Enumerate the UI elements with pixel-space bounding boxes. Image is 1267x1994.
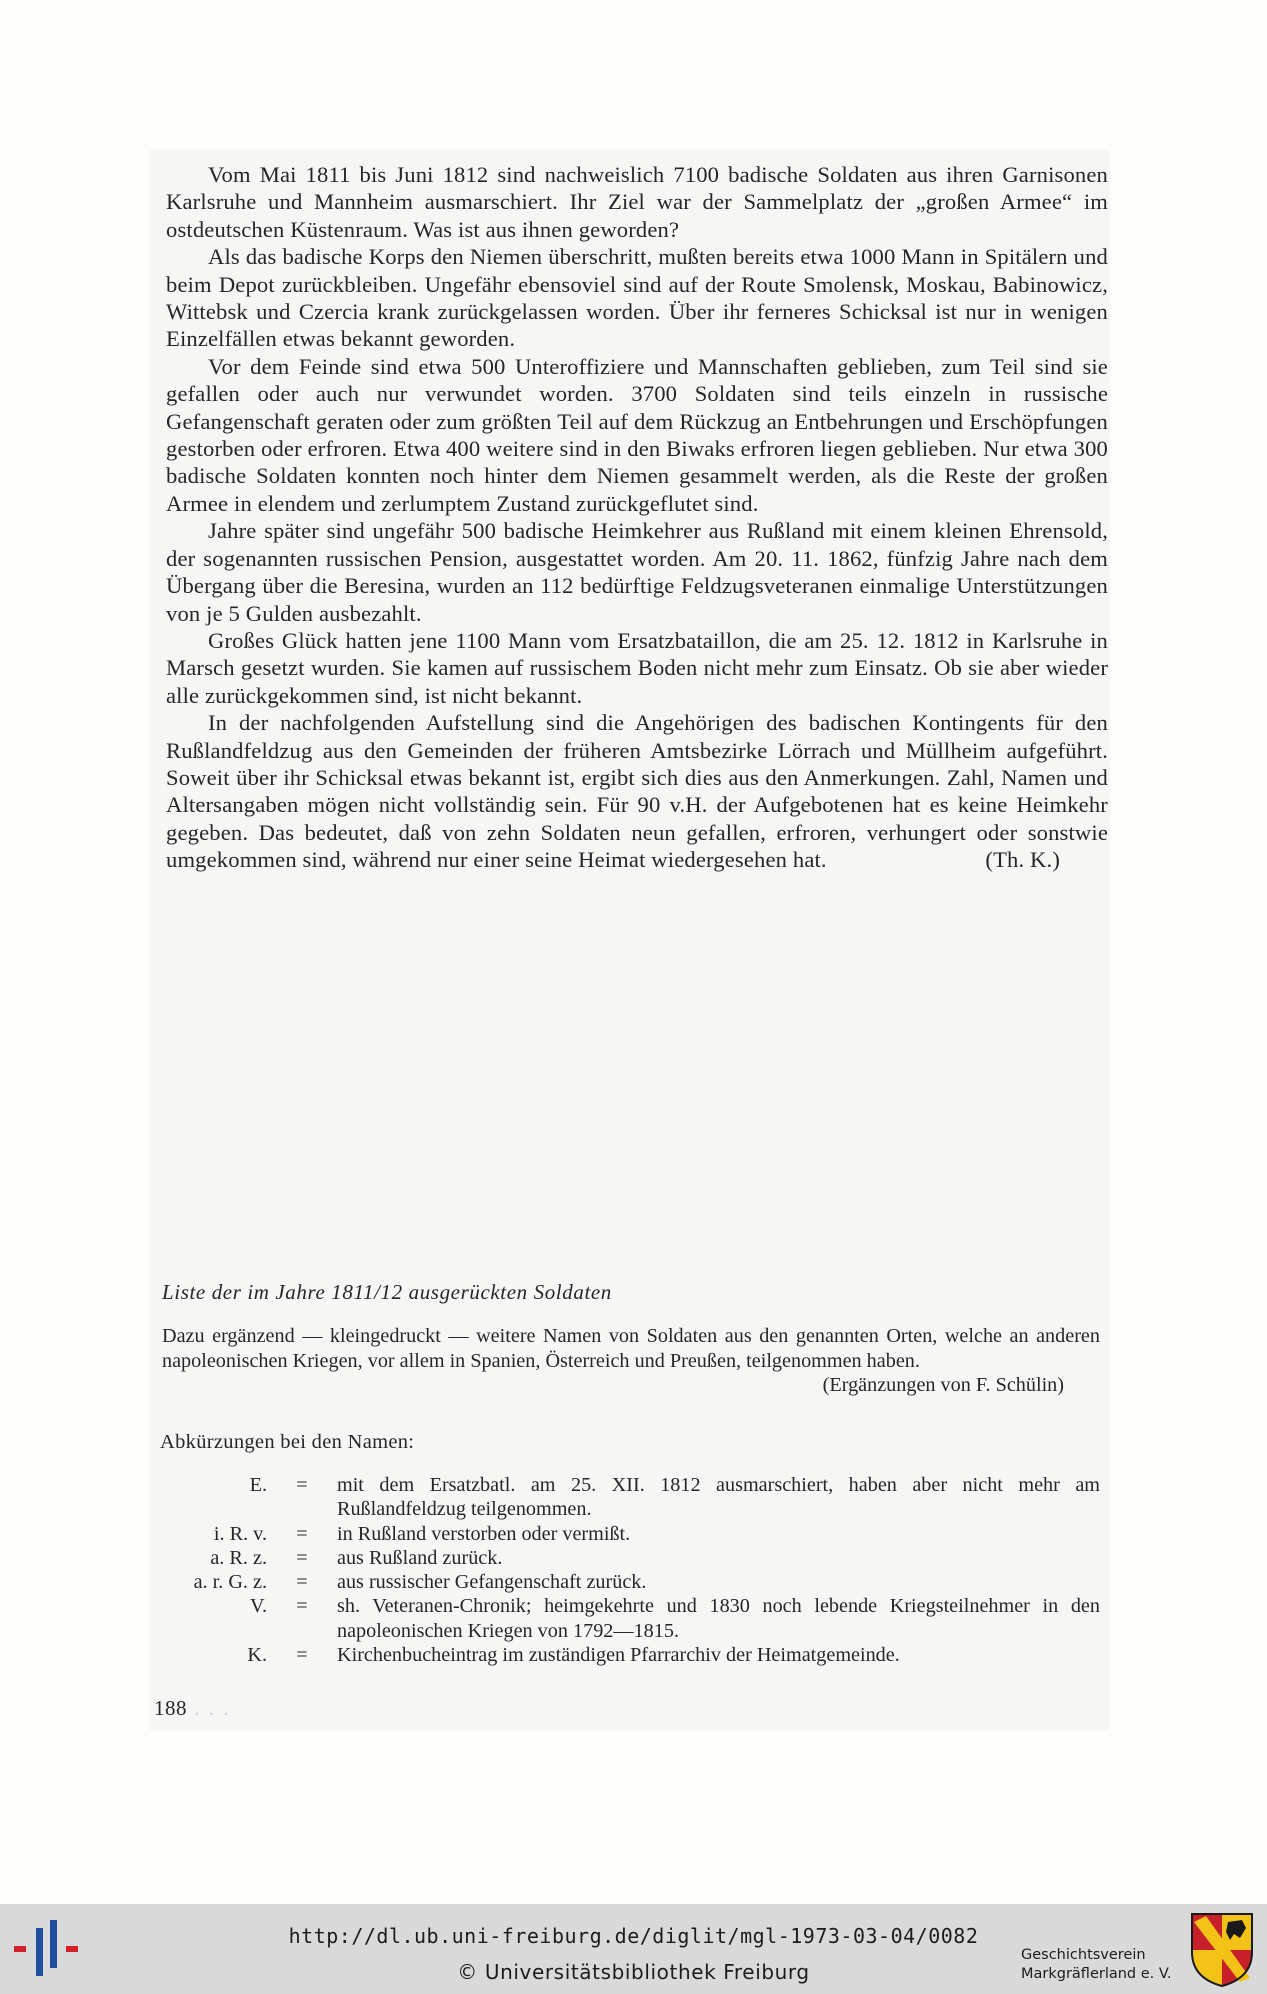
paragraph-3: Vor dem Feinde sind etwa 500 Unteroffiziere und Mannschaften geblieben, zum Teil sind sie gefallen oder auch nur verwundet worden. 3700 Soldaten sind teils einzeln in russische Gefangenschaft geraten oder zum größten Teil auf dem Rückzug an Entbehrungen und Erschöpfungen gestorben oder erfroren. Etwa 400 weitere sind in den Biwaks erfroren liegen geblieben. Nur etwa 300 badische Soldaten konnten noch hinter dem Niemen gesammelt werden, als die Reste der großen Armee in elendem und zerlumptem Zustand zurückgeflutet sind.: [166, 353, 1108, 516]
footer-bar: [0, 1904, 1267, 1994]
supplement-credit: (Ergänzungen von F. Schülin): [822, 1374, 1064, 1396]
equals-sign: =: [296, 1546, 308, 1569]
page-number: [154, 1696, 231, 1721]
coat-of-arms-icon[interactable]: [1190, 1912, 1254, 1988]
abbreviation-row: [160, 1570, 1100, 1594]
paragraph-4: Jahre später sind ungefähr 500 badische Heimkehrer aus Rußland mit einem kleinen Ehrensold, der sogenannten russischen Pension, ausgestattet worden. Am 20. 11. 1862, fünfzig Jahre nach dem Übergang über die Beresina, wurden an 112 bedürftige Feldzugsveteranen einmalige Unterstützungen von je 5 Gulden ausbezahlt.: [166, 518, 1108, 626]
paragraph-2: Als das badische Korps den Niemen überschritt, mußten bereits etwa 1000 Mann in Spitälern und beim Depot zurückbleiben. Ungefähr ebensoviel sind auf der Route Smolensk, Moskau, Babinowicz, Wittebsk und Czercia krank zurückgelassen worden. Über ihr ferneres Schicksal ist nur in wenigen Einzelfällen etwas bekannt geworden.: [166, 244, 1108, 352]
society-name-line-1: Geschichtsverein: [1021, 1947, 1146, 1963]
abbreviation-code: a. R. z.: [210, 1546, 267, 1569]
paragraph-6-text: In der nachfolgenden Aufstellung sind die Angehörigen des badischen Kontingents für den Rußlandfeldzug aus den Gemeinden der früheren Amtsbezirke Lörrach und Müllheim aufgeführt. Soweit über ihr Schicksal etwas bekannt ist, ergibt sich dies aus den Anmerkungen. Zahl, Namen und Altersangaben mögen nicht vollständig sein. Für 90 v.H. der Aufgebotenen hat es keine Heimkehr gegeben. Das bedeutet, daß von zehn Soldaten neun gefallen, erfroren, verhungert oder sonstwie umgekommen sind, während nur einer seine Heimat wiedergesehen hat.: [166, 710, 1108, 873]
equals-sign: =: [296, 1522, 308, 1545]
equals-sign: =: [296, 1644, 308, 1667]
equals-sign: =: [296, 1474, 308, 1496]
list-title: Liste der im Jahre 1811/12 ausgerückten Soldaten: [162, 1280, 612, 1304]
abbreviations-heading: Abkürzungen bei den Namen:: [160, 1431, 415, 1453]
abbreviation-definition: sh. Veteranen-Chronik; heimgekehrte und 1830 noch lebende Kriegsteilnehmer in den napoleonischen Kriegen von 1792—1815.: [337, 1595, 1100, 1642]
abbreviation-code: K.: [247, 1644, 267, 1667]
equals-sign: =: [296, 1595, 308, 1618]
copyright-notice: © Universitätsbibliothek Freiburg: [457, 1960, 810, 1984]
paragraph-5: Großes Glück hatten jene 1100 Mann vom Ersatzbataillon, die am 25. 12. 1812 in Karlsruhe in Marsch gesetzt wurden. Sie kamen auf russischem Boden nicht mehr zum Einsatz. Ob sie aber wieder alle zurückgekommen sind, ist nicht bekannt.: [166, 627, 1108, 708]
abbreviation-row: [160, 1546, 1100, 1570]
abbreviation-code: a. r. G. z.: [193, 1571, 267, 1594]
abbreviation-definition: aus Rußland zurück.: [337, 1546, 503, 1569]
abbreviation-row: [160, 1643, 1100, 1667]
list-intro: [162, 1324, 1100, 1398]
body-text: [166, 161, 1108, 874]
abbreviation-code: E.: [249, 1474, 267, 1496]
page-number-text: 188: [154, 1696, 187, 1720]
abbreviation-definition: mit dem Ersatzbatl. am 25. XII. 1812 ausmarschiert, haben aber nicht mehr am Rußlandfeldzug teilgenommen.: [337, 1474, 1100, 1521]
abbreviation-row: [160, 1594, 1100, 1643]
abbreviation-code: i. R. v.: [213, 1522, 267, 1545]
abbreviations-list: [160, 1473, 1100, 1667]
abbreviation-row: [160, 1522, 1100, 1546]
author-signature: (Th. K.): [985, 847, 1060, 873]
paragraph-1: Vom Mai 1811 bis Juni 1812 sind nachweislich 7100 badische Soldaten aus ihren Garnisonen Karlsruhe und Mannheim ausmarschiert. Ihr Ziel war der Sammelplatz der „großen Armee“ im ostdeutschen Küstenraum. Was ist aus ihnen geworden?: [166, 162, 1108, 242]
abbreviation-definition: Kirchenbucheintrag im zuständigen Pfarrarchiv der Heimatgemeinde.: [337, 1644, 900, 1667]
society-name[interactable]: [1021, 1946, 1172, 1984]
document-url-link[interactable]: http://dl.ub.uni-freiburg.de/diglit/mgl-1973-03-04/0082: [288, 1924, 979, 1948]
equals-sign: =: [296, 1571, 308, 1594]
abbreviation-definition: in Rußland verstorben oder vermißt.: [337, 1522, 631, 1545]
faint-dots: . . .: [187, 1696, 231, 1720]
abbreviation-row: [160, 1473, 1100, 1522]
paragraph-6: [166, 709, 1108, 873]
abbreviation-definition: aus russischer Gefangenschaft zurück.: [337, 1571, 647, 1594]
list-intro-text: Dazu ergänzend — kleingedruckt — weitere Namen von Soldaten aus den genannten Orten, welche an anderen napoleonischen Kriegen, vor allem in Spanien, Österreich und Preußen, teilgenommen haben.: [162, 1325, 1100, 1372]
abbreviation-code: V.: [249, 1595, 267, 1618]
society-name-line-2: Markgräflerland e. V.: [1021, 1966, 1172, 1982]
